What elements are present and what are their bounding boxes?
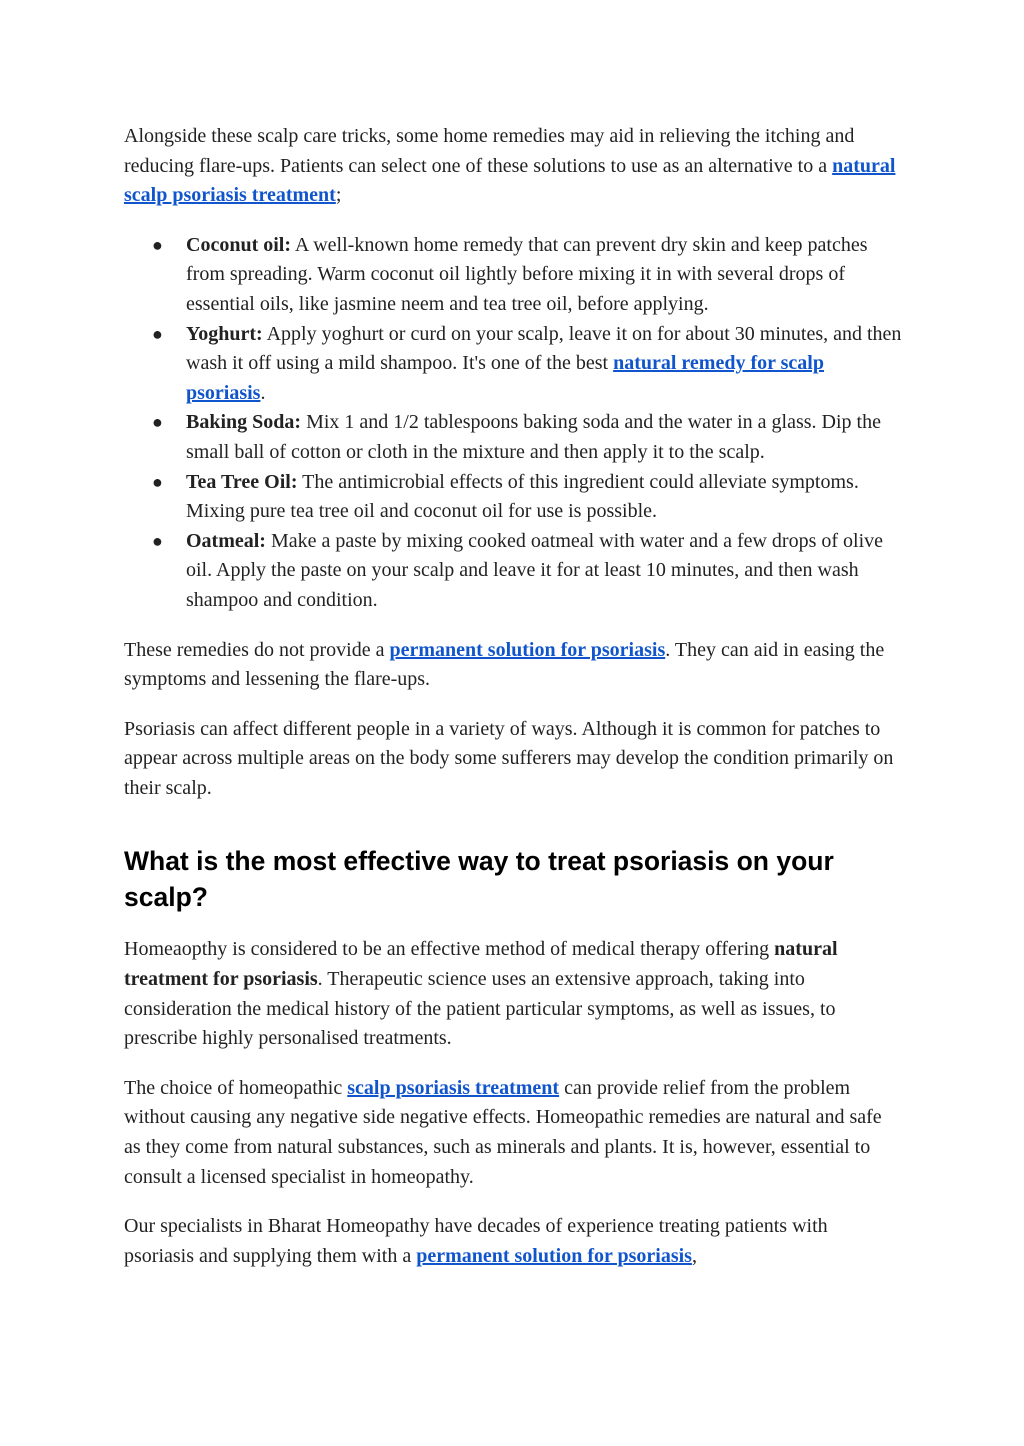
list-item-oatmeal bbox=[124, 527, 902, 616]
list-item-baking-soda bbox=[124, 408, 902, 467]
remedy-text: Apply yoghurt or curd on your scalp, leave it on for about 30 minutes, and then wash it off using a mild shampoo. It's one of the best bbox=[186, 322, 902, 375]
permanent-solution-for-psoriasis-link[interactable]: permanent solution for psoriasis bbox=[389, 638, 666, 661]
remedy-text: A well-known home remedy that can prevent dry skin and keep patches from spreading. Warm coconut oil lightly before mixing it in with several drops of essential oils, like jasmine neem and tea tree oil, before applying. bbox=[186, 233, 868, 315]
variety-paragraph: Psoriasis can affect different people in a variety of ways. Although it is common for patches to appear across multiple areas on the body some sufferers may develop the condition primarily on their scalp. bbox=[124, 717, 894, 799]
intro-text: Alongside these scalp care tricks, some home remedies may aid in relieving the itching and reducing flare-ups. Patients can select one of these solutions to use as an alternative to a bbox=[124, 125, 855, 177]
remedy-name: Tea Tree Oil: bbox=[186, 470, 298, 493]
natural-remedy-for-scalp-psoriasis-link[interactable]: natural remedy for scalp psoriasis bbox=[186, 352, 824, 404]
choice-text-end: can provide relief from the problem without causing any negative side negative effects. Homeopathic remedies are natural and safe as they come from natural substances, such as minerals and plants. It is, however, essential to consult a licensed specialist in homeopathy. bbox=[124, 1076, 882, 1188]
intro-text-end: ; bbox=[335, 184, 342, 207]
remedy-name: Baking Soda: bbox=[186, 411, 302, 434]
specialists-text: Our specialists in Bharat Homeopathy have decades of experience treating patients with psoriasis and supplying them with a bbox=[124, 1215, 828, 1267]
homeopathy-paragraph bbox=[124, 935, 902, 1053]
remedy-name: Yoghurt: bbox=[186, 322, 263, 345]
remedy-text: Mix 1 and 1/2 tablespoons baking soda and the water in a glass. Dip the small ball of cotton or cloth in the mixture and then apply it to the scalp. bbox=[186, 411, 881, 463]
natural-scalp-psoriasis-treatment-link[interactable]: natural scalp psoriasis treatment bbox=[124, 154, 896, 207]
scalp-psoriasis-treatment-link[interactable]: scalp psoriasis treatment bbox=[347, 1076, 560, 1099]
homeopathy-text-end: . Therapeutic science uses an extensive approach, taking into consideration the medical history of the patient particular symptoms, as well as issues, to prescribe highly personalised treatments. bbox=[124, 968, 836, 1050]
choice-paragraph bbox=[124, 1074, 902, 1192]
remedy-text: Make a paste by mixing cooked oatmeal with water and a few drops of olive oil. Apply the paste on your scalp and leave it for at least 10 minutes, and then wash shampoo and condition. bbox=[186, 529, 884, 611]
remedy-text-end: . bbox=[260, 381, 266, 404]
remedy-name: Coconut oil: bbox=[186, 233, 291, 256]
specialists-paragraph bbox=[124, 1212, 902, 1271]
remedy-text: The antimicrobial effects of this ingredient could alleviate symptoms. Mixing pure tea tree oil and coconut oil for use is possible. bbox=[186, 470, 859, 523]
remedies-note-paragraph bbox=[124, 636, 902, 695]
choice-text: The choice of homeopathic bbox=[124, 1076, 348, 1099]
bullet-icon: ● bbox=[152, 234, 163, 255]
bullet-icon: ● bbox=[152, 530, 163, 551]
document-page bbox=[124, 122, 902, 1271]
bullet-icon: ● bbox=[152, 323, 163, 344]
remedy-name: Oatmeal: bbox=[186, 529, 266, 552]
list-item-tea-tree-oil bbox=[124, 468, 902, 527]
intro-paragraph bbox=[124, 122, 902, 211]
remedies-note-text-end: . They can aid in easing the symptoms and lessening the flare-ups. bbox=[124, 638, 885, 691]
list-item-yoghurt bbox=[124, 320, 902, 409]
remedies-list bbox=[124, 231, 902, 616]
natural-treatment-bold-text: natural treatment for psoriasis bbox=[124, 938, 838, 991]
homeopathy-text: Homeaopthy is considered to be an effective method of medical therapy offering bbox=[124, 938, 775, 961]
specialists-text-end: , bbox=[691, 1244, 697, 1267]
remedies-note-text: These remedies do not provide a bbox=[124, 638, 390, 661]
permanent-solution-for-psoriasis-link-2[interactable]: permanent solution for psoriasis bbox=[416, 1244, 692, 1267]
bullet-icon: ● bbox=[152, 412, 163, 433]
bullet-icon: ● bbox=[152, 471, 163, 492]
section-heading: What is the most effective way to treat psoriasis on your scalp? bbox=[124, 846, 834, 913]
list-item-coconut-oil bbox=[124, 231, 902, 320]
